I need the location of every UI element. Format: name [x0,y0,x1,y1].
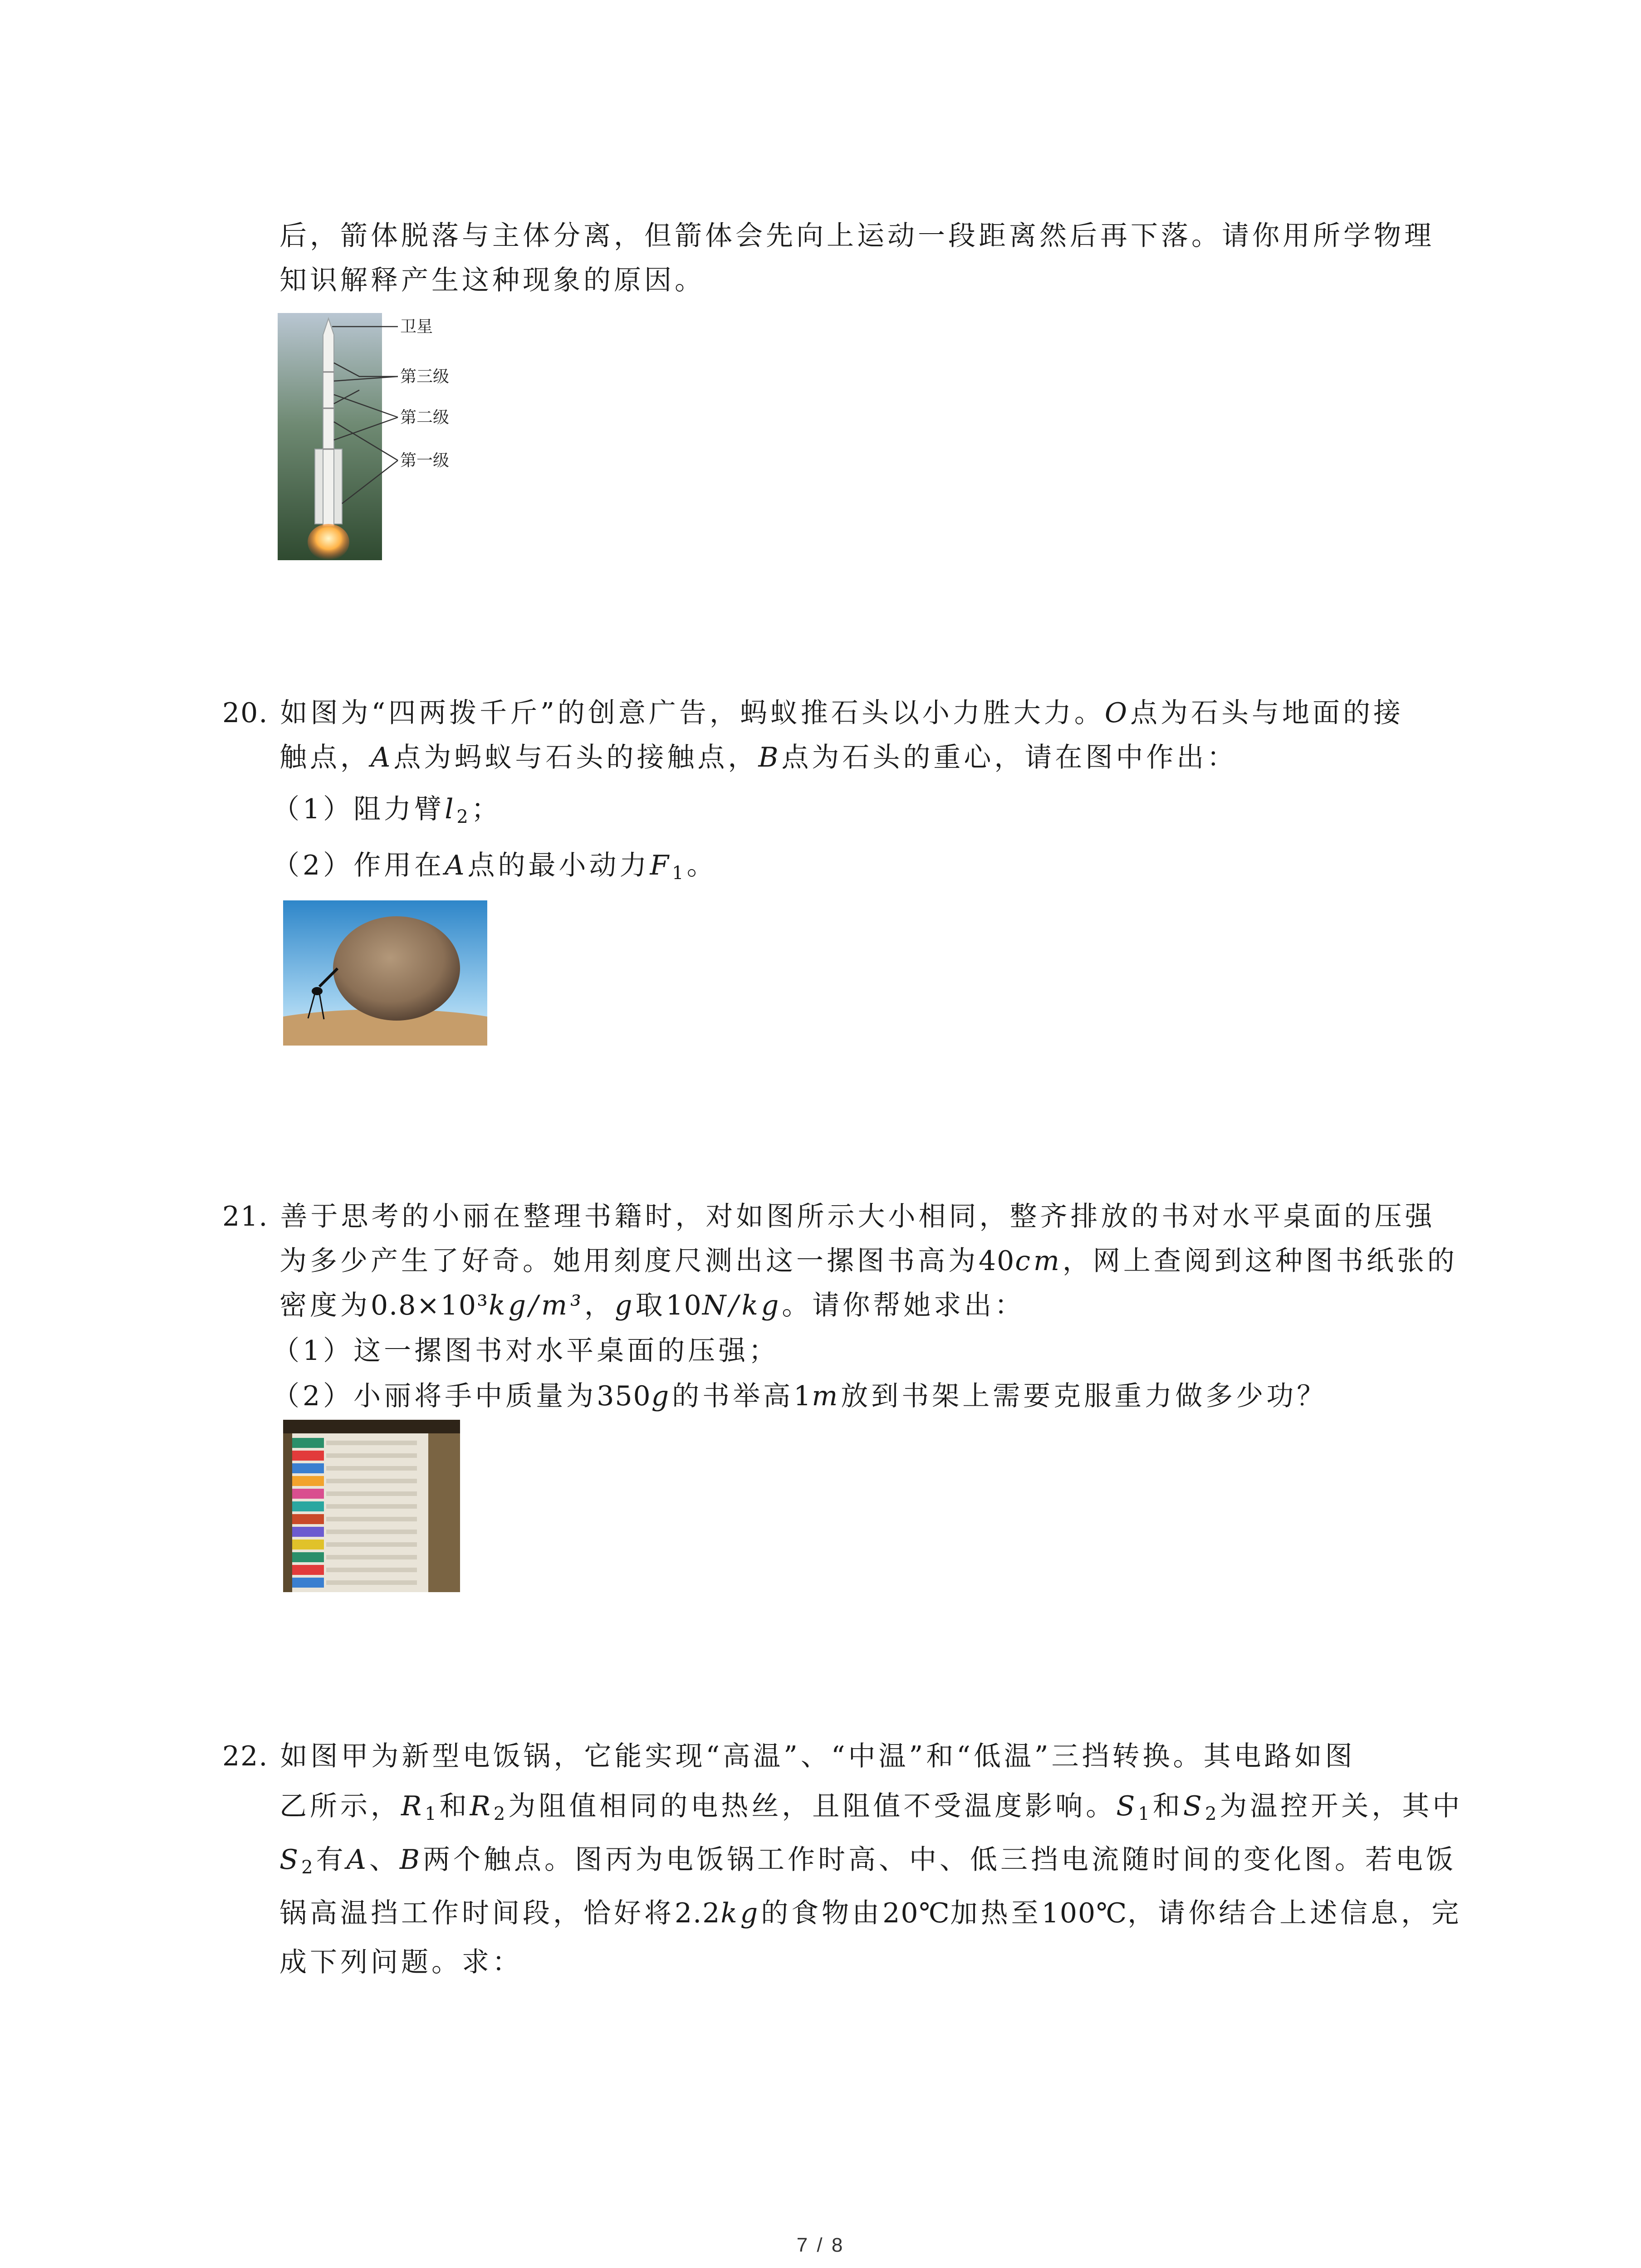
var-A: A [445,850,468,881]
q20-text: （2）作用在 [272,850,445,881]
q20-line-2 [279,738,1237,777]
q21-text: 为多少产生了好奇。她用刻度尺测出这一摞图书高为 [279,1245,979,1277]
q22-text: 如图甲为新型电饭锅，它能实现“高温”、“中温”和“低温”三挡转换。其电路如图 [280,1740,1356,1772]
subscript: 2 [456,807,471,827]
subscript: 1 [672,863,687,884]
q21-text: 放到书架上需要克服重力做多少功？ [841,1380,1327,1412]
ant-rock-illustration [283,900,487,1046]
q22-line-2 [279,1787,1463,1825]
rocket-label-stage-2: 第二级 [400,408,450,426]
q22-text: 加热至 [950,1897,1042,1929]
q21-part-2 [272,1377,1327,1415]
q20-part-1 [272,790,502,828]
book-spine [292,1578,324,1588]
value-1: 1 [794,1380,812,1412]
q22-line-3 [279,1841,1456,1879]
subscript: 1 [1138,1804,1153,1824]
q21-text: 取 [635,1290,666,1321]
q20-part-2 [272,846,717,885]
q20-text: 点的最小动力 [467,850,650,881]
unit-cm: cm [1015,1245,1063,1277]
var-B: B [399,1844,423,1876]
book-spine-text [326,1466,417,1471]
book-spine-text [326,1517,417,1521]
book-spine [292,1501,324,1511]
q20-text: ； [471,793,502,825]
book-spine [292,1489,324,1499]
var-g: g [615,1290,636,1321]
book-spine [292,1552,324,1562]
subscript: 2 [493,1804,509,1824]
q22-line-1 [222,1737,1356,1775]
book-spine [292,1540,324,1549]
book-spine [292,1476,324,1486]
q20-text: 。 [686,850,717,881]
rocket-label-stage-3: 第三级 [400,367,450,386]
book-spine-text [326,1555,417,1559]
book-spine [292,1565,324,1575]
unit-kg: kg [720,1897,761,1929]
book-stack-illustration [283,1420,460,1592]
book-spine [292,1438,324,1448]
book-spine-text [326,1441,417,1445]
rocket-figure [278,313,550,560]
var-A: A [371,742,394,773]
q21-text: 的书举高 [672,1380,794,1412]
value-2-2: 2.2 [675,1897,721,1929]
q19-line-2: 知识解释产生这种现象的原因。 [279,264,705,296]
subscript: 2 [1205,1804,1220,1824]
q20-text: 点为石头的重心，请在图中作出： [781,742,1238,773]
q21-text: 。请你帮她求出： [782,1290,1025,1321]
book-spine [292,1527,324,1537]
value-40: 40 [979,1245,1015,1277]
value-100c: 100℃ [1041,1897,1128,1929]
q22-text: ，请你结合上述信息，完 [1127,1897,1462,1929]
book-spine [292,1463,324,1473]
var-S: S [1183,1790,1205,1822]
question-number: 22. [222,1740,269,1772]
q19-line-1: 后，箭体脱落与主体分离，但箭体会先向上运动一段距离然后再下落。请你用所学物理 [279,220,1435,252]
book-spine-text [326,1580,417,1585]
q21-text: 善于思考的小丽在整理书籍时，对如图所示大小相同，整齐排放的书对水平桌面的压强 [280,1201,1435,1232]
q20-text: 如图为“四两拨千斤”的创意广告，蚂蚁推石头以小力胜大力。 [280,697,1105,729]
q22-line-5: 成下列问题。求： [279,1946,523,1978]
q22-text: 和 [1152,1790,1183,1822]
book-stack-photo [283,1420,460,1592]
q22-text: 两个触点。图丙为电饭锅工作时高、中、低三挡电流随时间的变化图。若电饭 [423,1844,1456,1876]
q20-text: 触点， [279,742,371,773]
q22-text: 有 [316,1844,347,1876]
q22-text: 为阻值相同的电热丝，且阻值不受温度影响。 [508,1790,1117,1822]
var-l: l [445,793,457,825]
q22-line-4 [279,1894,1462,1932]
var-R: R [401,1790,425,1822]
unit-g: g [651,1380,672,1412]
var-S: S [1116,1790,1138,1822]
q22-text: 为温控开关，其中 [1220,1790,1463,1822]
book-spine-text [326,1479,417,1483]
var-F: F [650,850,672,881]
subscript: 2 [301,1857,316,1878]
book-spine-text [326,1504,417,1509]
q20-line-1 [222,694,1404,732]
q20-text: 点为蚂蚁与石头的接触点， [393,742,759,773]
value-10: 10 [666,1290,702,1321]
book-spine [292,1514,324,1524]
q21-text: ，网上查阅到这种图书纸张的 [1062,1245,1458,1277]
unit-kg-m3: kg/m³ [489,1290,585,1321]
q20-text: （1）阻力臂 [272,793,445,825]
ant-rock-photo [283,900,487,1046]
var-O: O [1104,697,1131,729]
question-number: 20. [222,697,269,729]
q22-text: 、 [369,1844,400,1876]
q21-text: ， [584,1290,615,1321]
q21-text: （2）小丽将手中质量为 [272,1380,597,1412]
rocket-illustration [278,313,550,560]
book-spine-text [326,1453,417,1458]
var-A: A [346,1844,369,1876]
question-number: 21. [222,1201,269,1232]
book-spine-text [326,1542,417,1547]
unit-n-kg: N/kg [702,1290,782,1321]
book-spine-text [326,1530,417,1534]
book-spine-text [326,1491,417,1496]
q21-line-2 [279,1242,1458,1280]
var-R: R [470,1790,494,1822]
q22-text: 和 [439,1790,470,1822]
q22-text: 的食物由 [761,1897,883,1929]
page-number: 7 / 8 [796,2234,845,2256]
q21-part-1: （1）这一摞图书对水平桌面的压强； [272,1335,779,1367]
book-spine [292,1451,324,1461]
value-20c: 20℃ [882,1897,950,1929]
book-spine-text [326,1568,417,1572]
q20-text: 点为石头与地面的接 [1130,697,1404,729]
unit-m: m [812,1380,841,1412]
value-350: 350 [597,1380,652,1412]
q21-line-1 [222,1198,1435,1236]
var-S: S [279,1844,302,1876]
q22-text: 锅高温挡工作时间段，恰好将 [279,1897,675,1929]
subscript: 1 [425,1804,440,1824]
var-B: B [758,742,782,773]
q21-line-3 [279,1286,1025,1325]
q21-text: 密度为 [279,1290,371,1321]
value-density: 0.8×10³ [371,1290,489,1321]
q22-text: 乙所示， [279,1790,401,1822]
rocket-label-stage-1: 第一级 [400,451,450,469]
rocket-label-satellite: 卫星 [400,317,433,336]
